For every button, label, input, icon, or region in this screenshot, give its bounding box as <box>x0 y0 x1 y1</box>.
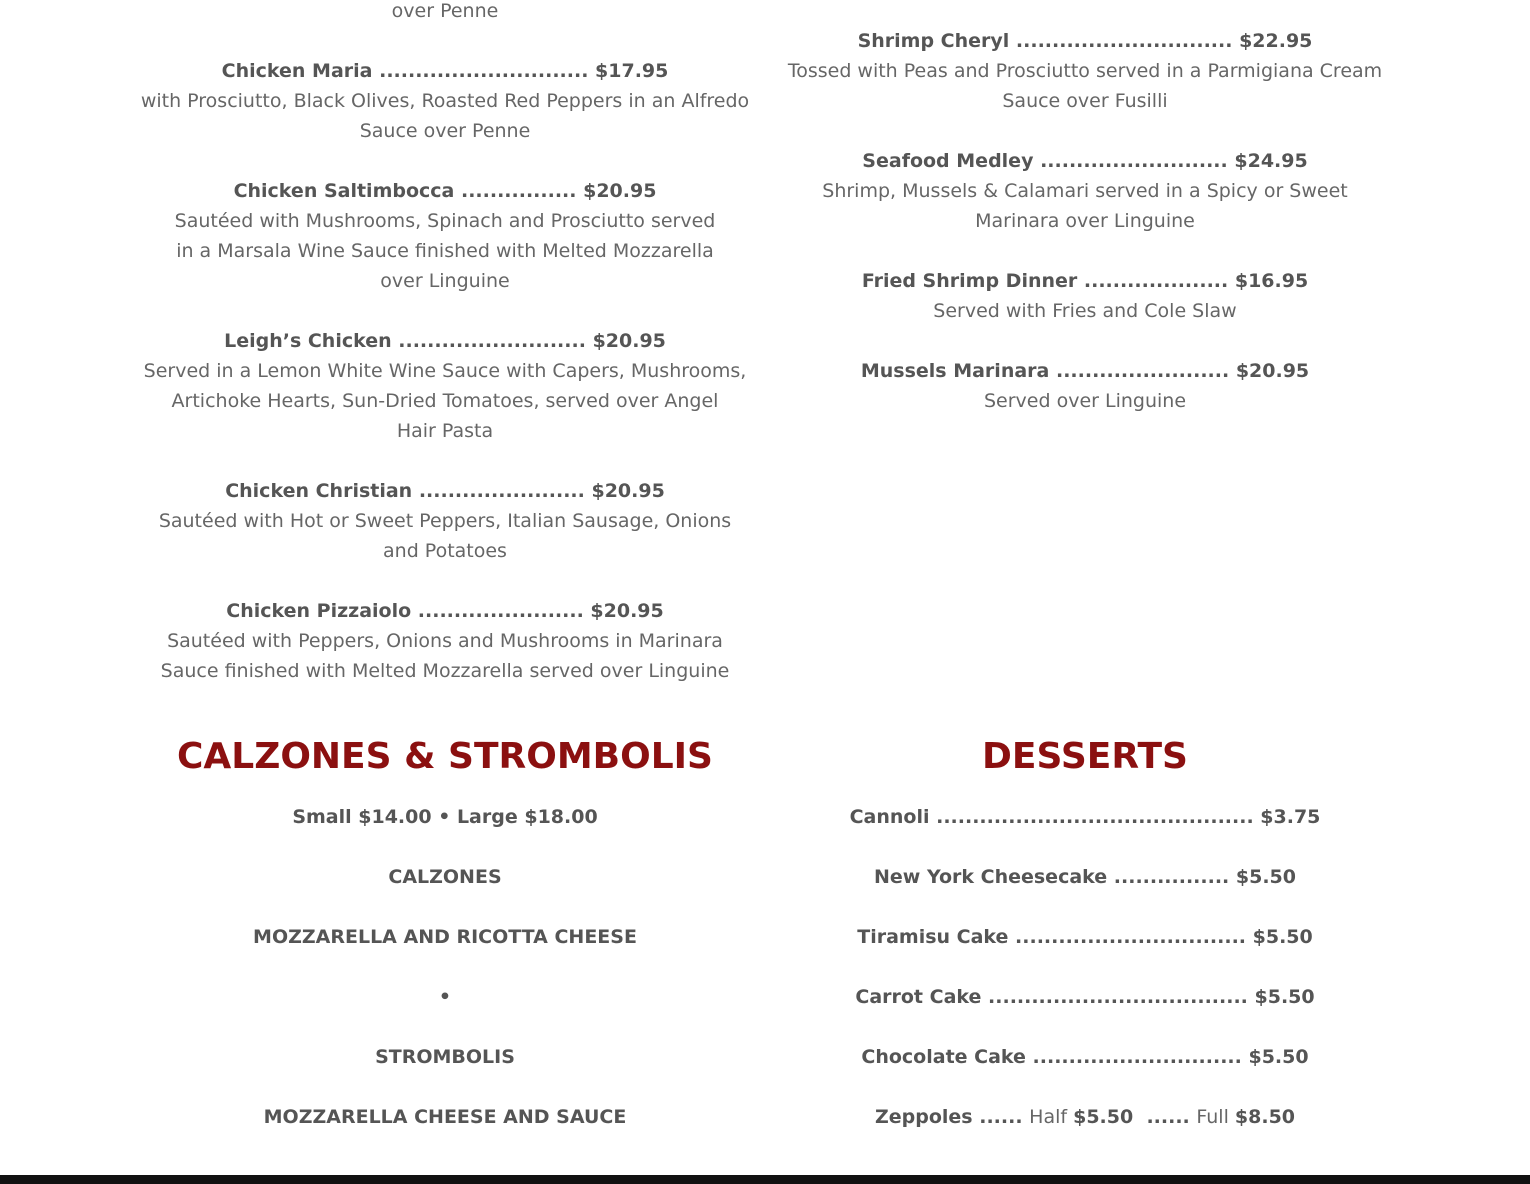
item-price: $5.50 <box>1235 866 1296 888</box>
dot-leader: .................................... <box>981 986 1255 1008</box>
item-name: Shrimp Cheryl <box>857 30 1010 52</box>
dessert-item-zeppoles <box>780 1102 1390 1132</box>
menu-item-chicken-maria <box>140 56 750 146</box>
half-label: Half <box>1029 1106 1074 1128</box>
dot-leader: ....................... <box>411 600 591 622</box>
item-description: Served over Linguine <box>983 390 1187 412</box>
item-name: New York Cheesecake <box>873 866 1108 888</box>
calzones-label: CALZONES <box>388 866 502 888</box>
dot-leader: ...... <box>1133 1106 1197 1128</box>
dessert-item-tiramisu <box>780 922 1390 952</box>
menu-item-chicken-saltimbocca <box>140 176 750 296</box>
item-price: $20.95 <box>592 330 666 352</box>
item-price: $16.95 <box>1234 270 1309 292</box>
dot-leader: ........................ <box>1049 360 1236 382</box>
item-description: Tossed with Peas and Prosciutto served in a Parmigiana Cream <box>787 60 1383 82</box>
item-price: $20.95 <box>1235 360 1310 382</box>
item-description: over Linguine <box>380 270 510 292</box>
dot-leader: .......................... <box>1033 150 1235 172</box>
item-price: $5.50 <box>1252 926 1313 948</box>
item-price: $20.95 <box>591 480 665 502</box>
item-description: Sauce finished with Melted Mozzarella served over Linguine <box>160 660 730 682</box>
item-description: Sautéed with Hot or Sweet Peppers, Italian Sausage, Onions <box>158 510 732 532</box>
menu-item-chicken-pizzaiolo <box>140 596 750 686</box>
item-description: Sautéed with Peppers, Onions and Mushrooms in Marinara <box>167 630 723 652</box>
item-description: with Prosciutto, Black Olives, Roasted Red Peppers in an Alfredo <box>140 90 750 112</box>
item-name: Chicken Christian <box>225 480 413 502</box>
dot-leader: ............................................ <box>929 806 1261 828</box>
footer-bar <box>0 1175 1530 1184</box>
menu-item-seafood-medley <box>780 146 1390 236</box>
item-name: Tiramisu Cake <box>857 926 1009 948</box>
item-description: Shrimp, Mussels & Calamari served in a Spicy or Sweet <box>822 180 1348 202</box>
item-name: Carrot Cake <box>855 986 982 1008</box>
item-name: Zeppoles <box>874 1106 973 1128</box>
item-name: Chicken Saltimbocca <box>233 180 455 202</box>
section-heading-desserts: DESSERTS <box>982 736 1188 777</box>
dessert-item-cannoli <box>780 802 1390 832</box>
item-name: Leigh’s Chicken <box>224 330 392 352</box>
item-description: Sauce over Penne <box>359 120 531 142</box>
dot-leader: ................................ <box>1008 926 1253 948</box>
dot-leader: ...... <box>972 1106 1030 1128</box>
dot-leader: ............................. <box>372 60 596 82</box>
section-heading-calzones: CALZONES & STROMBOLIS <box>177 736 713 777</box>
item-name: Cannoli <box>849 806 930 828</box>
item-price: $5.50 <box>1254 986 1315 1008</box>
dot-leader: ............................. <box>1025 1046 1249 1068</box>
dessert-item-chocolate-cake <box>780 1042 1390 1072</box>
item-description: in a Marsala Wine Sauce finished with Melted Mozzarella <box>176 240 714 262</box>
item-description: Sautéed with Mushrooms, Spinach and Prosciutto served <box>174 210 716 232</box>
calzone-pricing: Small $14.00 • Large $18.00 <box>292 806 598 828</box>
dot-leader: .................... <box>1077 270 1235 292</box>
item-description: Served with Fries and Cole Slaw <box>933 300 1237 322</box>
item-description: and Potatoes <box>383 540 507 562</box>
dot-leader: ................ <box>454 180 584 202</box>
item-description: Marinara over Linguine <box>975 210 1195 232</box>
menu-item-shrimp-cheryl <box>780 26 1390 116</box>
item-description: Artichoke Hearts, Sun-Dried Tomatoes, served over Angel <box>171 390 719 412</box>
item-name: Seafood Medley <box>862 150 1034 172</box>
item-description-fragment: over Penne <box>391 0 499 22</box>
item-price: $5.50 <box>1248 1046 1309 1068</box>
strombolis-label: STROMBOLIS <box>375 1046 515 1068</box>
calzone-filling: MOZZARELLA AND RICOTTA CHEESE <box>253 926 637 948</box>
desserts-section <box>780 802 1390 1132</box>
item-name: Chocolate Cake <box>861 1046 1026 1068</box>
item-price: $20.95 <box>590 600 664 622</box>
item-description: Hair Pasta <box>396 420 494 442</box>
item-description: Sauce over Fusilli <box>1002 90 1168 112</box>
item-name: Mussels Marinara <box>860 360 1050 382</box>
full-price: $8.50 <box>1234 1106 1296 1128</box>
item-name: Chicken Pizzaiolo <box>226 600 412 622</box>
item-price: $22.95 <box>1239 30 1313 52</box>
calzones-section <box>140 802 750 1132</box>
item-price: $17.95 <box>595 60 669 82</box>
dot-leader: .............................. <box>1009 30 1240 52</box>
stromboli-filling: MOZZARELLA CHEESE AND SAUCE <box>263 1106 627 1128</box>
dessert-item-cheesecake <box>780 862 1390 892</box>
half-price: $5.50 <box>1073 1106 1134 1128</box>
menu-item-fried-shrimp-dinner <box>780 266 1390 326</box>
menu-item-chicken-christian <box>140 476 750 566</box>
right-menu-column <box>780 26 1390 416</box>
item-price: $3.75 <box>1260 806 1321 828</box>
dot-leader: ................ <box>1107 866 1236 888</box>
bullet-separator: • <box>438 986 452 1008</box>
menu-item-leighs-chicken <box>140 326 750 446</box>
item-price: $20.95 <box>583 180 657 202</box>
item-price: $24.95 <box>1234 150 1308 172</box>
left-menu-column <box>140 0 750 686</box>
dot-leader: ....................... <box>412 480 592 502</box>
menu-item-mussels-marinara <box>780 356 1390 416</box>
item-name: Chicken Maria <box>221 60 373 82</box>
item-description: Served in a Lemon White Wine Sauce with Capers, Mushrooms, <box>143 360 747 382</box>
full-label: Full <box>1196 1106 1235 1128</box>
item-name: Fried Shrimp Dinner <box>861 270 1078 292</box>
dot-leader: .......................... <box>391 330 593 352</box>
dessert-item-carrot-cake <box>780 982 1390 1012</box>
